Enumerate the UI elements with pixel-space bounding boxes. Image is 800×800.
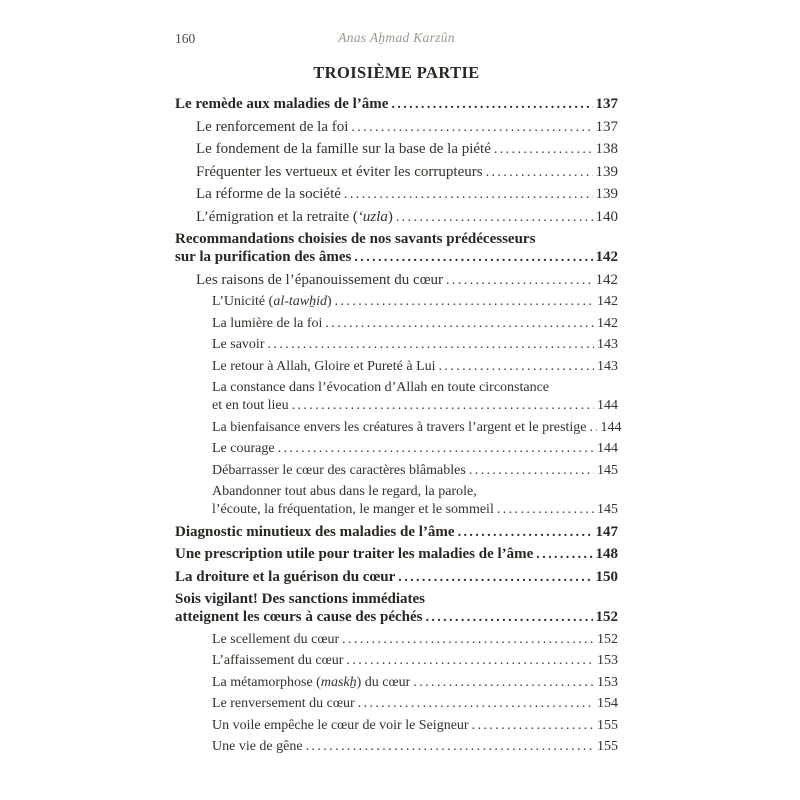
toc-entry-text: La lumière de la foi	[212, 315, 323, 331]
toc-entry	[175, 118, 618, 137]
toc-page-number: 139	[595, 163, 618, 180]
toc-page-number: 143	[597, 358, 618, 374]
page-number: 160	[175, 31, 196, 46]
toc-page-number: 142	[597, 294, 618, 309]
toc-entry	[175, 545, 618, 564]
dot-leader	[497, 501, 594, 519]
dot-leader	[458, 523, 593, 542]
toc-entry	[175, 336, 618, 354]
dot-leader	[494, 140, 593, 159]
dot-leader	[589, 419, 597, 437]
toc-entry-text: Abandonner tout abus dans le regard, la parole,	[212, 484, 477, 499]
toc-entry-text: L’émigration et la retraite (‘uzla)	[196, 208, 393, 225]
toc-entry-text: Fréquenter les vertueux et éviter les corrupteurs	[196, 163, 483, 180]
part-title: TROISIÈME PARTIE	[313, 63, 480, 82]
toc-entry-text: Le savoir	[212, 337, 265, 352]
toc-entry-text: Le courage	[212, 441, 275, 456]
toc-page-number: 144	[597, 441, 618, 456]
dot-leader	[335, 293, 594, 311]
toc-page-number: 153	[597, 674, 618, 690]
toc-entry	[175, 738, 618, 756]
toc-page-number: 137	[595, 118, 618, 135]
toc-entry	[175, 652, 618, 670]
toc-page-number: 142	[595, 271, 618, 288]
dot-leader	[439, 358, 594, 376]
toc-entry-text: L’affaissement du cœur	[212, 653, 344, 668]
toc-entry-text: Débarrasser le cœur des caractères blâmables	[212, 462, 466, 478]
dot-leader	[472, 717, 594, 735]
toc-entry	[175, 590, 618, 627]
toc-entry-text: Un voile empêche le cœur de voir le Seigneur	[212, 717, 469, 733]
dot-leader	[344, 185, 593, 204]
toc-entry-text: La droiture et la guérison du cœur	[175, 568, 396, 585]
toc-entry	[175, 230, 618, 267]
dot-leader	[325, 315, 594, 333]
dot-leader	[391, 95, 592, 114]
toc-entry	[175, 568, 618, 587]
toc-entry-text: et en tout lieu	[212, 398, 289, 413]
toc-entry	[175, 293, 618, 311]
dot-leader	[469, 462, 594, 480]
toc-entry-text: l’écoute, la fréquentation, le manger et le sommeil	[212, 502, 494, 517]
toc-entry	[175, 717, 618, 735]
toc-entry	[175, 631, 618, 649]
toc-entry	[175, 483, 618, 519]
toc-page-number: 152	[595, 609, 618, 625]
toc-entry-text: Le fondement de la famille sur la base de la piété	[196, 141, 491, 157]
toc-entry	[175, 358, 618, 376]
toc-page-number: 142	[595, 249, 618, 265]
toc-entry-text: Recommandations choisies de nos savants prédécesseurs	[175, 231, 536, 247]
toc-entry	[175, 674, 618, 692]
toc-entry	[175, 95, 618, 114]
toc-entry-text: Une prescription utile pour traiter les maladies de l’âme	[175, 546, 534, 562]
toc-entry-text: La bienfaisance envers les créatures à travers l’argent et le prestige	[212, 419, 587, 435]
toc-entry	[175, 208, 618, 227]
toc-page-number: 147	[595, 523, 618, 540]
toc-entry-text: La métamorphose (maskẖ) du cœur	[212, 674, 411, 690]
table-of-contents	[175, 95, 622, 756]
toc-entry	[175, 163, 618, 182]
toc-page-number: 153	[597, 653, 618, 668]
toc-entry-text: Une vie de gêne	[212, 739, 303, 754]
toc-entry	[175, 440, 618, 458]
page-header	[175, 30, 618, 49]
toc-page-number: 145	[597, 502, 618, 517]
dot-leader	[358, 695, 594, 713]
dot-leader	[396, 208, 593, 227]
toc-page-number: 154	[597, 696, 618, 711]
toc-entry	[175, 695, 618, 713]
dot-leader	[536, 545, 592, 564]
toc-page-number: 155	[597, 717, 618, 733]
dot-leader	[342, 631, 594, 649]
dot-leader	[413, 674, 594, 692]
dot-leader	[292, 397, 594, 415]
toc-entry-text: sur la purification des âmes	[175, 249, 352, 265]
toc-entry-text: L’Unicité (al-tawẖid)	[212, 294, 332, 309]
dot-leader	[425, 608, 592, 627]
toc-entry	[175, 271, 618, 290]
toc-entry-text: Sois vigilant! Des sanctions immédiates	[175, 591, 426, 607]
dot-leader	[351, 118, 592, 137]
toc-entry	[175, 185, 618, 204]
toc-page-number: 143	[597, 337, 618, 352]
toc-page-number: 145	[597, 462, 618, 478]
dot-leader	[486, 163, 593, 182]
toc-page-number: 144	[600, 419, 622, 435]
toc-page-number: 144	[597, 398, 618, 413]
toc-entry	[175, 419, 622, 437]
toc-page-number: 142	[597, 315, 618, 331]
toc-page-number: 140	[595, 208, 618, 225]
toc-entry	[175, 462, 618, 480]
toc-page-number: 137	[595, 96, 618, 112]
toc-entry-text: Le scellement du cœur	[212, 631, 340, 647]
toc-page-number: 138	[595, 141, 618, 157]
toc-entry-text: Le renforcement de la foi	[196, 118, 349, 135]
toc-entry-text: Le renversement du cœur	[212, 696, 355, 711]
dot-leader	[446, 271, 592, 290]
toc-entry-text: atteignent les cœurs à cause des péchés	[175, 609, 423, 625]
toc-page-number: 148	[595, 546, 618, 562]
toc-entry	[175, 140, 618, 159]
dot-leader	[278, 440, 594, 458]
toc-entry	[175, 379, 618, 415]
running-header-author: Anas Aẖmad Karzûn	[338, 30, 455, 45]
toc-entry	[175, 315, 618, 333]
dot-leader	[267, 336, 594, 354]
toc-entry-text: Le remède aux maladies de l’âme	[175, 96, 389, 112]
toc-page-number: 150	[595, 568, 618, 585]
toc-entry-text: La constance dans l’évocation d’Allah en toute circonstance	[212, 380, 550, 395]
toc-entry-text: Les raisons de l’épanouissement du cœur	[196, 271, 444, 288]
toc-entry-text: Le retour à Allah, Gloire et Pureté à Lui	[212, 358, 436, 374]
toc-page-number: 155	[597, 739, 618, 754]
toc-entry-text: La réforme de la société	[196, 186, 341, 202]
dot-leader	[306, 738, 594, 756]
dot-leader	[346, 652, 594, 670]
toc-entry-text: Diagnostic minutieux des maladies de l’âme	[175, 523, 455, 540]
dot-leader	[398, 568, 592, 587]
toc-page-number: 139	[595, 186, 618, 202]
toc-page-number: 152	[597, 631, 618, 647]
toc-entry	[175, 523, 618, 542]
dot-leader	[354, 248, 592, 267]
